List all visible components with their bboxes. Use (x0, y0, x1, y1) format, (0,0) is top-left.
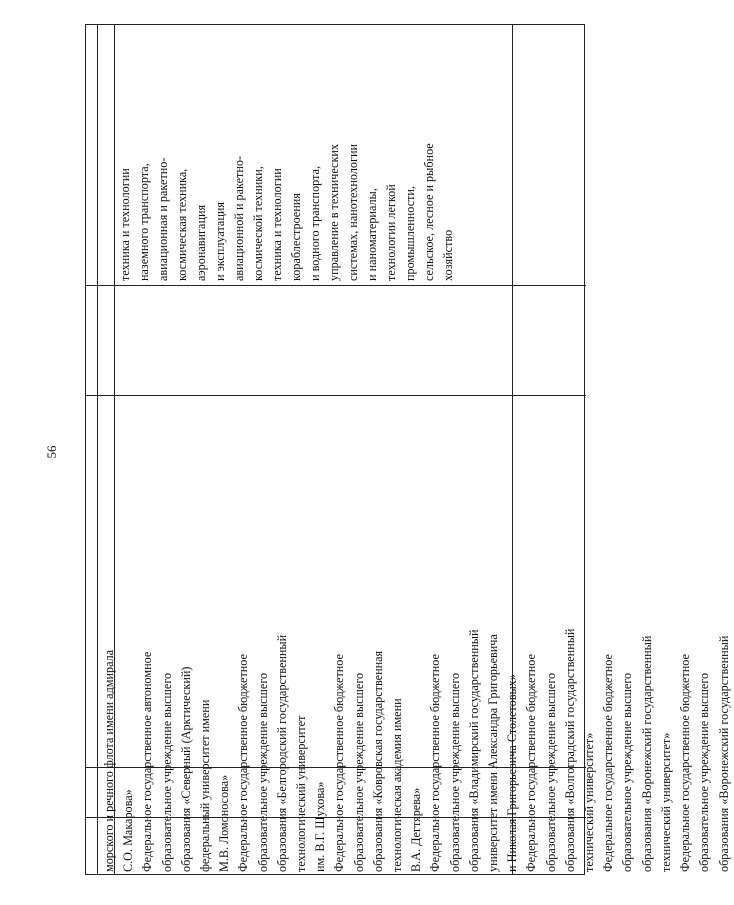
page-number: 56 (44, 445, 59, 459)
university-line: технологическая академия имени (390, 698, 405, 872)
specialty-line: технологии легкой (384, 184, 398, 281)
university-line: образовательное учреждение высшего (697, 672, 712, 872)
university-line: М.В. Ломоносова» (217, 774, 232, 872)
university-line: образования «Владимирский государственный (466, 629, 481, 872)
university-line: технический университет» (658, 732, 673, 872)
university-line: морского и речного флота имени адмирала (102, 649, 116, 872)
specialty-line: космическая техника, (175, 168, 189, 281)
university-line: образовательное учреждение высшего (159, 672, 174, 872)
university-line: образовательное учреждение высшего (620, 672, 635, 872)
university-line: образования «Северный (Арктический) (178, 666, 193, 872)
specialty-line: наземного транспорта, (137, 163, 151, 281)
university-line: и Николая Григорьевича Столетовых» (505, 674, 520, 872)
university-line: Федеральное государственное бюджетное (428, 654, 443, 872)
university-line: Федеральное государственное бюджетное (678, 654, 693, 872)
university-line: образования «Ковровская государственная (370, 650, 385, 872)
university-line: Федеральное государственное бюджетное (601, 654, 616, 872)
specialty-line: и водного транспорта, (308, 165, 322, 281)
specialty-line: техника и технологии (118, 168, 132, 281)
specialty-line: аэронавигация (194, 204, 208, 281)
specialty-line: системах, нанотехнологии (346, 143, 360, 281)
university-line: Федеральное государственное бюджетное (524, 654, 539, 872)
specialty-line: хозяйство (441, 229, 455, 281)
university-line: образовательное учреждение высшего (351, 672, 366, 872)
specialty-line: управление в технических (327, 143, 341, 281)
specialty-line: сельское, лесное и рыбное (422, 143, 436, 281)
university-line: технологический университет (294, 715, 309, 872)
university-line: образования «Воронежский государственный (716, 635, 731, 872)
universities-text (98, 395, 731, 876)
university-line: образования «Воронежский государственный (639, 635, 654, 872)
specialties-text (98, 25, 512, 285)
specialty-line: и наноматериалы, (365, 188, 379, 281)
specialty-line: космической техники, (251, 166, 265, 281)
university-line: образования «Волгоградский государственный (562, 628, 577, 872)
university-line: образовательное учреждение высшего (447, 672, 462, 872)
university-line: им. В.Г. Шухова» (313, 781, 328, 872)
table-frame (85, 24, 731, 875)
university-line: образования «Белгородский государственный (274, 634, 289, 872)
university-line: образовательное учреждение высшего (543, 672, 558, 872)
specialty-line: и эксплуатация (213, 202, 227, 281)
university-line: Федеральное государственное автономное (140, 651, 155, 872)
university-line: образовательное учреждение высшего (255, 672, 270, 872)
universities-cell (98, 395, 731, 876)
specialty-line: техника и технологии (270, 168, 284, 281)
university-line: Федеральное государственное бюджетное (236, 654, 251, 872)
table-divider (86, 285, 586, 286)
specialty-line: авиационной и ракетно- (232, 155, 246, 281)
specialty-line: кораблестроения (289, 193, 303, 281)
specialty-line: промышленности, (403, 185, 417, 281)
university-line: Федеральное государственное бюджетное (332, 654, 347, 872)
specialty-line: авиационная и ракетно- (156, 157, 170, 281)
university-line: С.О. Макарова» (121, 789, 136, 872)
specialties-cell (98, 25, 512, 285)
university-line: федеральный университет имени (198, 699, 213, 872)
university-line: университет имени Александра Григорьевича (486, 634, 501, 872)
university-line: технический университет» (582, 732, 597, 872)
university-line: В.А. Дегтярева» (409, 787, 424, 872)
